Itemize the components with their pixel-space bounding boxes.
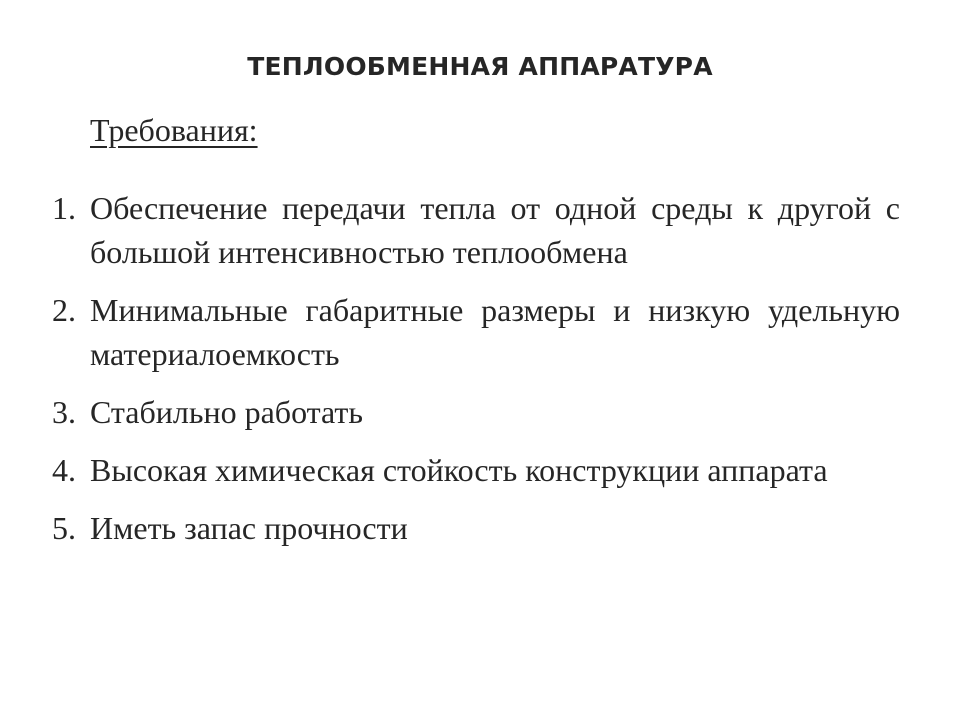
list-item-text: Стабильно работать bbox=[90, 394, 363, 430]
list-item-number: 3. bbox=[52, 394, 76, 430]
list-item-number: 1. bbox=[52, 190, 76, 226]
list-item-text: Высокая химическая стойкость конструкции аппарата bbox=[90, 452, 828, 488]
list-item bbox=[52, 288, 900, 376]
list-item-text: Иметь запас прочности bbox=[90, 510, 408, 546]
list-item-number: 2. bbox=[52, 292, 76, 328]
list-item bbox=[52, 186, 900, 274]
list-item-number: 4. bbox=[52, 452, 76, 488]
list-item-text: Обеспечение передачи тепла от одной среды к другой с большой интенсивностью теплообмена bbox=[90, 190, 900, 270]
list-item bbox=[52, 506, 900, 550]
slide-subtitle: Требования: bbox=[90, 112, 258, 148]
list-item-number: 5. bbox=[52, 510, 76, 546]
list-item-text: Минимальные габаритные размеры и низкую удельную материалоемкость bbox=[90, 292, 900, 372]
slide-title: ТЕПЛООБМЕННАЯ АППАРАТУРА bbox=[247, 52, 713, 81]
list-item bbox=[52, 390, 900, 434]
requirements-list bbox=[52, 186, 900, 564]
list-item bbox=[52, 448, 900, 492]
